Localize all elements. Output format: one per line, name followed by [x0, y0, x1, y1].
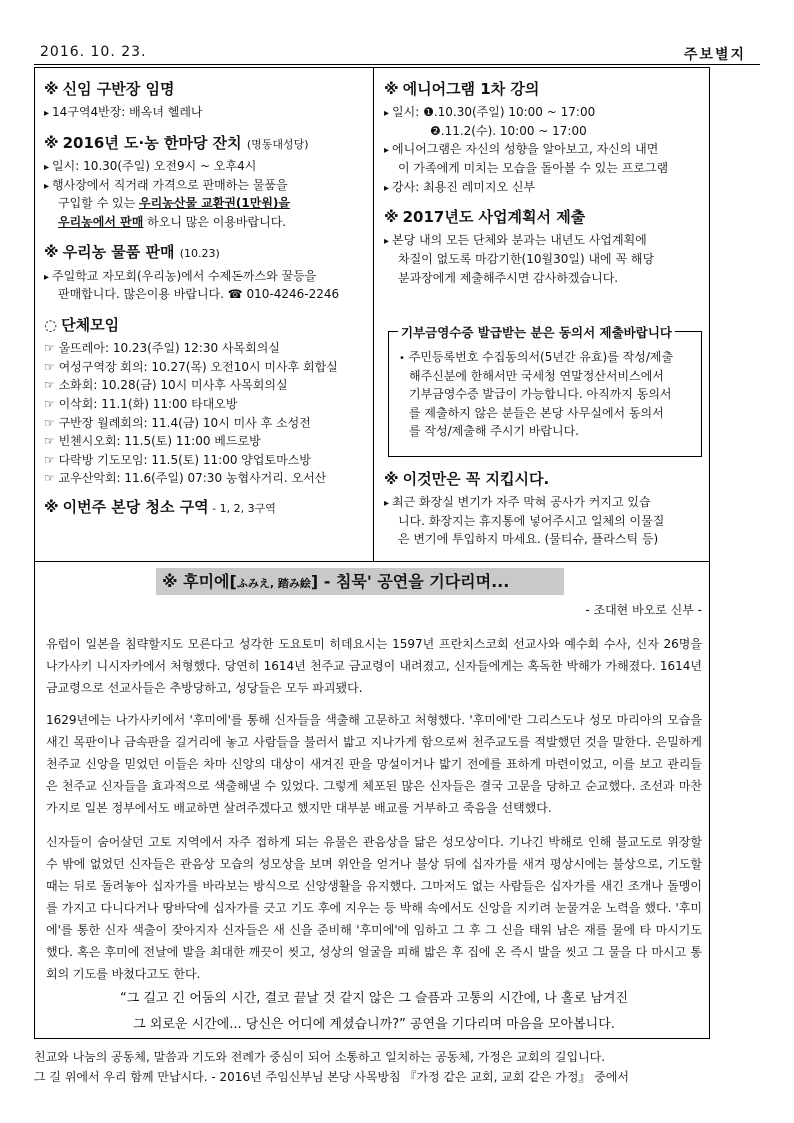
list-item: ☞ 울뜨레아: 10.23(주일) 12:30 사목회의실 [44, 341, 280, 356]
list-item-continued: 차질이 없도록 마감기한(10월30일) 내에 꼭 해당 [398, 252, 655, 267]
list-item-continued: 이 가족에게 미치는 모습을 돌아볼 수 있는 프로그램 [398, 161, 669, 176]
bulletin-title: 주보별지 [683, 47, 746, 63]
list-item: ☞ 다락방 기도모임: 11.5(토) 11:00 양업토마스방 [44, 452, 311, 467]
notice-line: 기부금영수증 발급이 가능합니다. 아직까지 동의서 [409, 387, 672, 402]
list-item: ☞ 빈첸시오회: 11.5(토) 11:00 베드로방 [44, 434, 261, 449]
article-author: - 조대현 바오로 신부 - [585, 603, 702, 617]
section-heading: ※ 신임 구반장 임명 [44, 80, 175, 98]
list-item: ▸ 최근 화장실 변기가 자주 막혀 공사가 커지고 있습 [384, 493, 712, 512]
list-item-continued: 판매합니다. 많은이용 바랍니다. ☎ 010-4246-2246 [58, 287, 340, 302]
asterism-icon: ※ [384, 208, 399, 227]
pointing-hand-icon: ☞ [44, 341, 55, 356]
section-heading: ※ 에니어그램 1차 강의 [384, 80, 540, 98]
list-item-continued: 니다. 화장지는 휴지통에 넣어주시고 일체의 이물질 [398, 513, 665, 528]
list-item: ☞ 이삭회: 11.1(화) 11:00 타대오방 [44, 396, 238, 411]
article-quote: “그 길고 긴 어둠의 시간, 결코 끝날 것 같지 않은 그 슬픔과 고통의 시간에, 나 홀로 남겨진 그 외로운 시간에... 당신은 어디에 계셨습니까?” 공연을 기다리며 마음을 모아봅니다. [119, 991, 629, 1032]
section-product-sale [44, 241, 372, 303]
asterism-icon: ※ [44, 497, 59, 516]
asterism-icon: ※ [44, 243, 59, 262]
section-heading: ※ 우리농 물품 판매 (10.23) [44, 243, 220, 262]
list-item-continued: 분과장에게 제출해주시면 감사하겠습니다. [398, 270, 619, 285]
article-banner: ※ 후미에[ふみえ, 踏み絵] - 침묵' 공연을 기다리며... [156, 568, 564, 595]
donation-receipt-notice [388, 323, 702, 457]
list-item: ▸ 일시: ❶.10.30(주일) 10:00 ~ 17:00 [384, 103, 712, 122]
section-restroom-rules [384, 468, 712, 549]
footer-motto: 친교와 나눔의 공동체, 말씀과 기도와 전례가 중심이 되어 소통하고 일치하는 공동체, 가정은 교회의 길입니다. 그 길 위에서 우리 함께 만납시다. - 2016년 주임신부님 본당 사목방침 『가정 같은 교회, 교회 같은 가정』 중에서 [34, 1050, 630, 1084]
list-item: ▸ 일시: 10.30(주일) 오전9시 ~ 오후4시 [44, 157, 372, 176]
voucher-highlight: 우리농에서 판매 [58, 214, 144, 229]
section-heading: ※ 2017년도 사업계획서 제출 [384, 208, 586, 227]
list-item: ▸ 본당 내의 모든 단체와 분과는 내년도 사업계획에 [384, 231, 712, 250]
list-item: ▸ 강사: 최용진 레미지오 신부 [384, 178, 712, 197]
asterism-icon: ※ [384, 470, 399, 488]
asterism-icon: ※ [44, 80, 59, 98]
section-heading: ※ 이번주 본당 청소 구역 - 1, 2, 3구역 [44, 497, 276, 516]
list-item: ▸ 14구역4반장: 배옥녀 헬레나 [44, 103, 372, 122]
list-item: ▸ 에니어그램은 자신의 성향을 알아보고, 자신의 내면 [384, 140, 712, 159]
list-item-continued: ❷.11.2(수). 10:00 ~ 17:00 [430, 123, 587, 138]
list-item: ☞ 소화회: 10.28(금) 10시 미사후 사목회의실 [44, 378, 288, 393]
asterism-icon: ※ [162, 572, 178, 591]
section-new-leader [44, 78, 372, 122]
list-item: ▸ 주일학교 자모회(우리농)에서 수제돈까스와 꿀등을 [44, 267, 372, 286]
pointing-hand-icon: ☞ [44, 452, 55, 467]
notice-line: 를 작성/제출해 주시기 바랍니다. [409, 424, 579, 439]
pointing-hand-icon: ☞ [44, 471, 55, 486]
section-heading: ◌ 단체모임 [44, 315, 120, 334]
notice-line: 를 제출하지 않은 분들은 본당 사무실에서 동의서 [409, 405, 664, 420]
asterism-icon: ※ [44, 133, 59, 152]
article-paragraph: 신자들이 숨어살던 고토 지역에서 자주 접하게 되는 유물은 관음상을 닮은 성모상이다. 기나긴 박해로 인해 불교도로 위장할 수 밖에 없었던 신자들은 관음상 모습의 성모상을 보며 위안을 얻거나 불상 뒤에 십자가를 새겨 평상시에는 불상으로, 기도할 때는 뒤로 돌려놓아 십자가를 바라보는 방식으로 신앙생활을 유지했다. 그마저도 없는 사람들은 십자가를 새긴 조개나 돌멩이를 가지고 다니다거나 땅바닥에 십자가를 긋고 기도 후에 지우는 등 박해 속에서도 신앙을 지키려 눈물겨운 노력을 했다. '후미에'를 통한 신자 색출이 잦아지자 신자들은 새 신을 준비해 '후미에'에 임하고 그 후 그 신을 태워 남은 재를 물에 타 마시기도 했다. 혹은 후미에 전날에 발을 최대한 깨끗이 씻고, 성상의 얼굴을 피해 밟은 후 집에 온 즉시 발을 씻고 그 물을 다 마시고 통회의 기도를 바쳤다고도 한다. [46, 835, 702, 981]
pointing-hand-icon: ☞ [44, 378, 55, 393]
section-heading: ※ 2016년 도·농 한마당 잔치 (명동대성당) [44, 133, 309, 152]
list-item-continued: 우리농에서 판매 하오니 많은 이용바랍니다. [58, 214, 287, 229]
bulletin-date: 2016. 10. 23. [40, 44, 147, 60]
section-cleaning [44, 496, 372, 519]
header-rule [34, 64, 760, 65]
section-business-plan [384, 206, 712, 287]
list-item: ▸ 행사장에서 직거래 가격으로 판매하는 물품을 [44, 176, 372, 195]
left-column [44, 78, 372, 521]
pointing-hand-icon: ☞ [44, 415, 55, 430]
list-item-continued: 구입할 수 있는 우리농산물 교환권(1만원)을 [58, 196, 291, 211]
article-paragraph: 1629년에는 나가사키에서 '후미에'를 통해 신자들을 색출해 고문하고 처형했다. '후미에'란 그리스도나 성모 마리아의 모습을 새긴 목판이나 금속판을 길거리에 놓고 사람들을 불러서 밟고 지나가게 함으로써 천주교도를 적발했던 것을 말한다. 은밀하게 천주교 신앙을 믿었던 이들은 차마 신앙의 대상이 새겨진 판을 망설이거나 밟기 전에를 표하게 마련이었고, 이를 보고 관리들은 천주교 신자들을 효과적으로 색출해낼 수 있었다. 그렇게 체포된 많은 신자들은 결국 고문을 당하고 순교했다. 조선과 마찬가지로 일본 정부에서도 배교하면 살려주겠다고 했지만 대부분 배교를 거부하고 죽음을 선택했다. [46, 713, 702, 815]
section-enneagram [384, 78, 712, 196]
asterism-icon: ※ [384, 80, 399, 98]
notice-line: 해주신분에 한해서만 국세청 연말정산서비스에서 [409, 368, 664, 383]
notice-box [388, 331, 702, 457]
section-group-meetings [44, 314, 372, 488]
voucher-highlight: 우리농산물 교환권(1만원)을 [139, 196, 291, 211]
pointing-hand-icon: ☞ [44, 434, 55, 449]
dotted-circle-icon: ◌ [44, 315, 58, 334]
article-paragraph: 유럽이 일본을 침략할지도 모른다고 성각한 도요토미 히데요시는 1597년 프란치스코회 선교사와 예수회 수사, 신자 26명을 나가사키 니시자카에서 처형했다. 당연히 1614년 천주교 금교령이 내려졌고, 신자들에게는 혹독한 박해가 가해졌다. 1614년 금교령으로 선교사들은 추방당하고, 성당들은 모두 파괴됐다. [46, 637, 702, 695]
column-divider [373, 67, 374, 561]
list-item-continued: 은 변기에 투입하지 마세요. (물티슈, 플라스틱 등) [398, 532, 659, 547]
notice-line: • 주민등록번호 수집동의서(5년간 유효)를 작성/제출 [399, 350, 674, 364]
section-divider [34, 561, 710, 562]
list-item: ☞ 교우산악회: 11.6(주일) 07:30 농협사거리. 오서산 [44, 471, 327, 486]
section-heading: ※ 이것만은 꼭 지킵시다. [384, 470, 550, 488]
list-item: ☞ 여성구역장 회의: 10.27(목) 오전10시 미사후 회합실 [44, 359, 338, 374]
section-farm-festival [44, 132, 372, 232]
notice-title: 기부금영수증 발급받는 분은 동의서 제출바랍니다 [398, 323, 675, 341]
list-item: ☞ 구반장 월례회의: 11.4(금) 10시 미사 후 소성전 [44, 415, 311, 430]
pointing-hand-icon: ☞ [44, 396, 55, 411]
pointing-hand-icon: ☞ [44, 359, 55, 374]
right-column [384, 78, 712, 287]
